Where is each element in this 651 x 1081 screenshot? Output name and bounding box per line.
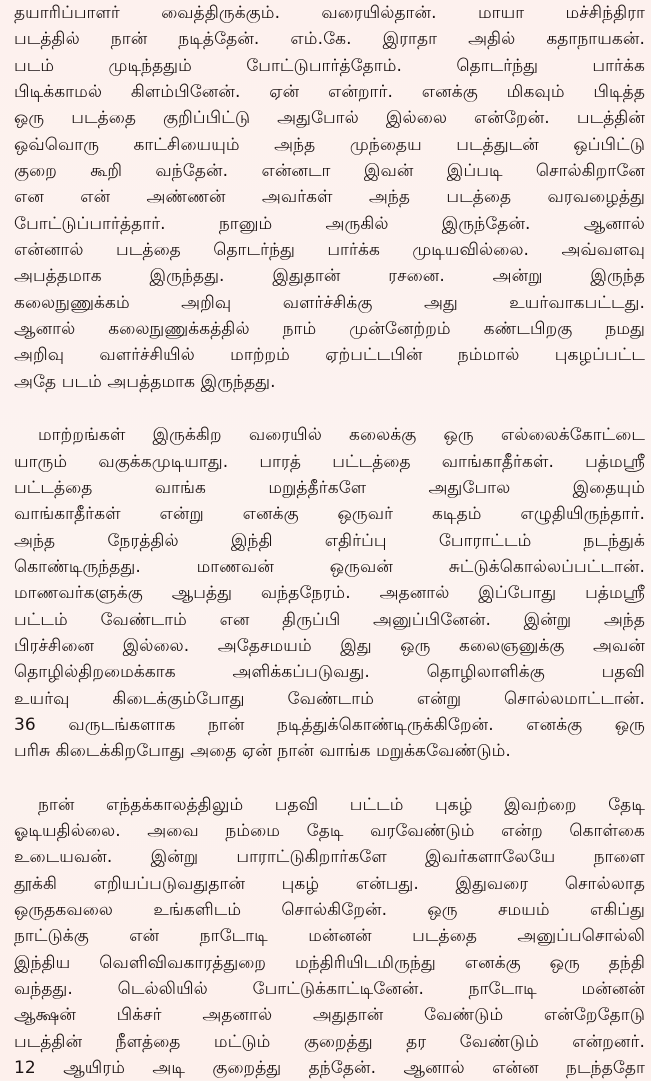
- paragraph-spacer: [14, 395, 645, 422]
- text-line: பிடிக்காமல் கிளம்பினேன். ஏன் என்றார். எனக்கு மிகவும் பிடித்த: [14, 82, 645, 103]
- text-line: வாங்காதீர்கள் என்று எனக்கு ஒருவர் கடிதம் எழுதியிருந்தார்.: [14, 504, 645, 525]
- text-line: ஒவ்வொரு காட்சியையும் அந்த முந்தைய படத்துடன் ஒப்பிட்டு: [14, 134, 645, 155]
- text-line: ஆக்ஷன் பிக்சர் அதனால் அதுதான் வேண்டும் என்றேதோடு: [14, 1005, 645, 1026]
- text-line: நாட்டுக்கு என் நாடோடி மன்னன் படத்தை அனுப்பசொல்லி: [14, 926, 645, 947]
- text-line: அந்த நேரத்தில் இந்தி எதிர்ப்பு போராட்டம் நடந்துக்: [14, 530, 645, 551]
- text-line: தயாரிப்பாளர் வைத்திருக்கும். வரையில்தான். மாயா மச்சிந்திரா: [14, 3, 645, 23]
- text-line: என என் அண்ணன் அவர்கள் அந்த படத்தை வரவழைத்து: [14, 187, 645, 208]
- text-line: யாரும் வகுக்கமுடியாது. பாரத் பட்டத்தை வாங்காதீர்கள். பத்மஸ்ரீ: [14, 451, 645, 472]
- text-line: 36 வருடங்களாக நான் நடித்துக்கொண்டிருக்கிறேன். எனக்கு ஒரு: [14, 714, 645, 735]
- text-line: படத்தில் நான் நடித்தேன். எம்.கே. இராதா அதில் கதாநாயகன்.: [14, 29, 645, 50]
- text-line: உடையவன். இன்று பாராட்டுகிறார்களே இவர்களாலேயே நாளை: [14, 847, 645, 868]
- paragraph-1: [14, 0, 645, 395]
- text-line: போட்டுப்பார்த்தார். நானும் அருகில் இருந்தேன். ஆனால்: [14, 213, 645, 234]
- text-line: ஒரு படத்தை குறிப்பிட்டு அதுபோல் இல்லை என்றேன். படத்தின்: [14, 108, 645, 129]
- text-line: தொழில்திறமைக்காக அளிக்கப்படுவது. தொழிலாளிக்கு பதவி: [14, 662, 645, 683]
- text-line: உயர்வு கிடைக்கும்போது வேண்டாம் என்று சொல்லமாட்டான்.: [14, 688, 645, 709]
- text-line: அபத்தமாக இருந்தது. இதுதான் ரசனை. அன்று இருந்த: [14, 266, 645, 287]
- text-line: குறை கூறி வந்தேன். என்னடா இவன் இப்படி சொல்கிறானே: [14, 161, 645, 182]
- text-line: பட்டத்தை வாங்க மறுத்தீர்களே அதுபோல இதையும்: [14, 477, 645, 498]
- text-line: இந்திய வெளிவிவகாரத்துறை மந்திரியிடமிருந்து எனக்கு ஒரு தந்தி: [14, 952, 645, 973]
- text-line: ஆனால் கலைநுணுக்கத்தில் நாம் முன்னேற்றம் கண்டபிறகு நமது: [14, 319, 645, 340]
- text-line: படம் முடிந்ததும் போட்டுபார்த்தோம். தொடர்ந்து பார்க்க: [14, 55, 645, 76]
- text-line: ஓடியதில்லை. அவை நம்மை தேடி வரவேண்டும் என்ற கொள்கை: [14, 820, 645, 841]
- paragraph-spacer: [14, 765, 645, 792]
- text-line: படத்தின் நீளத்தை மட்டும் குறைத்து தர வேண்டும் என்றனர்.: [14, 1031, 645, 1052]
- text-line: கொண்டிருந்தது. மாணவன் ஒருவன் சுட்டுக்கொல்லப்பட்டான்.: [14, 556, 645, 577]
- text-line: நான் எந்தக்காலத்திலும் பதவி பட்டம் புகழ் இவற்றை தேடி: [38, 794, 645, 815]
- text-line: பரிசு கிடைக்கிறபோது அதை ஏன் நான் வாங்க மறுக்கவேண்டும்.: [14, 741, 511, 762]
- text-line: கலைநுணுக்கம் அறிவு வளர்ச்சிக்கு அது உயர்வாகபட்டது.: [14, 292, 645, 313]
- text-line: தூக்கி எறியப்படுவதுதான் புகழ் என்பது. இதுவரை சொல்லாத: [14, 873, 645, 894]
- text-line: மாணவர்களுக்கு ஆபத்து வந்தநேரம். அதனால் இப்போது பத்மஸ்ரீ: [14, 583, 645, 604]
- paragraph-3: [14, 792, 645, 1081]
- paragraph-2: [14, 422, 645, 764]
- text-line: மாற்றங்கள் இருக்கிற வரையில் கலைக்கு ஒரு எல்லைக்கோட்டை: [38, 425, 645, 446]
- text-line: அறிவு வளர்ச்சியில் மாற்றம் ஏற்பட்டபின் நம்மால் புகழப்பட்ட: [14, 345, 645, 366]
- text-line: பட்டம் வேண்டாம் என திருப்பி அனுப்பினேன். இன்று அந்த: [14, 609, 645, 630]
- text-line: ஒருதகவலை உங்களிடம் சொல்கிறேன். ஒரு சமயம் எகிப்து: [14, 900, 645, 920]
- text-line: வந்தது. டெல்லியில் போட்டுக்காட்டினேன். நாடோடி மன்னன்: [14, 979, 645, 1000]
- text-line: என்னால் படத்தை தொடர்ந்து பார்க்க முடியவில்லை. அவ்வளவு: [14, 240, 645, 261]
- text-line: பிரச்சினை இல்லை. அதேசமயம் இது ஒரு கலைஞனுக்கு அவன்: [14, 635, 645, 656]
- text-line: அதே படம் அபத்தமாக இருந்தது.: [14, 371, 276, 392]
- text-line: 12 ஆயிரம் அடி குறைத்து தந்தேன். ஆனால் என்ன நடந்ததோ: [14, 1058, 645, 1079]
